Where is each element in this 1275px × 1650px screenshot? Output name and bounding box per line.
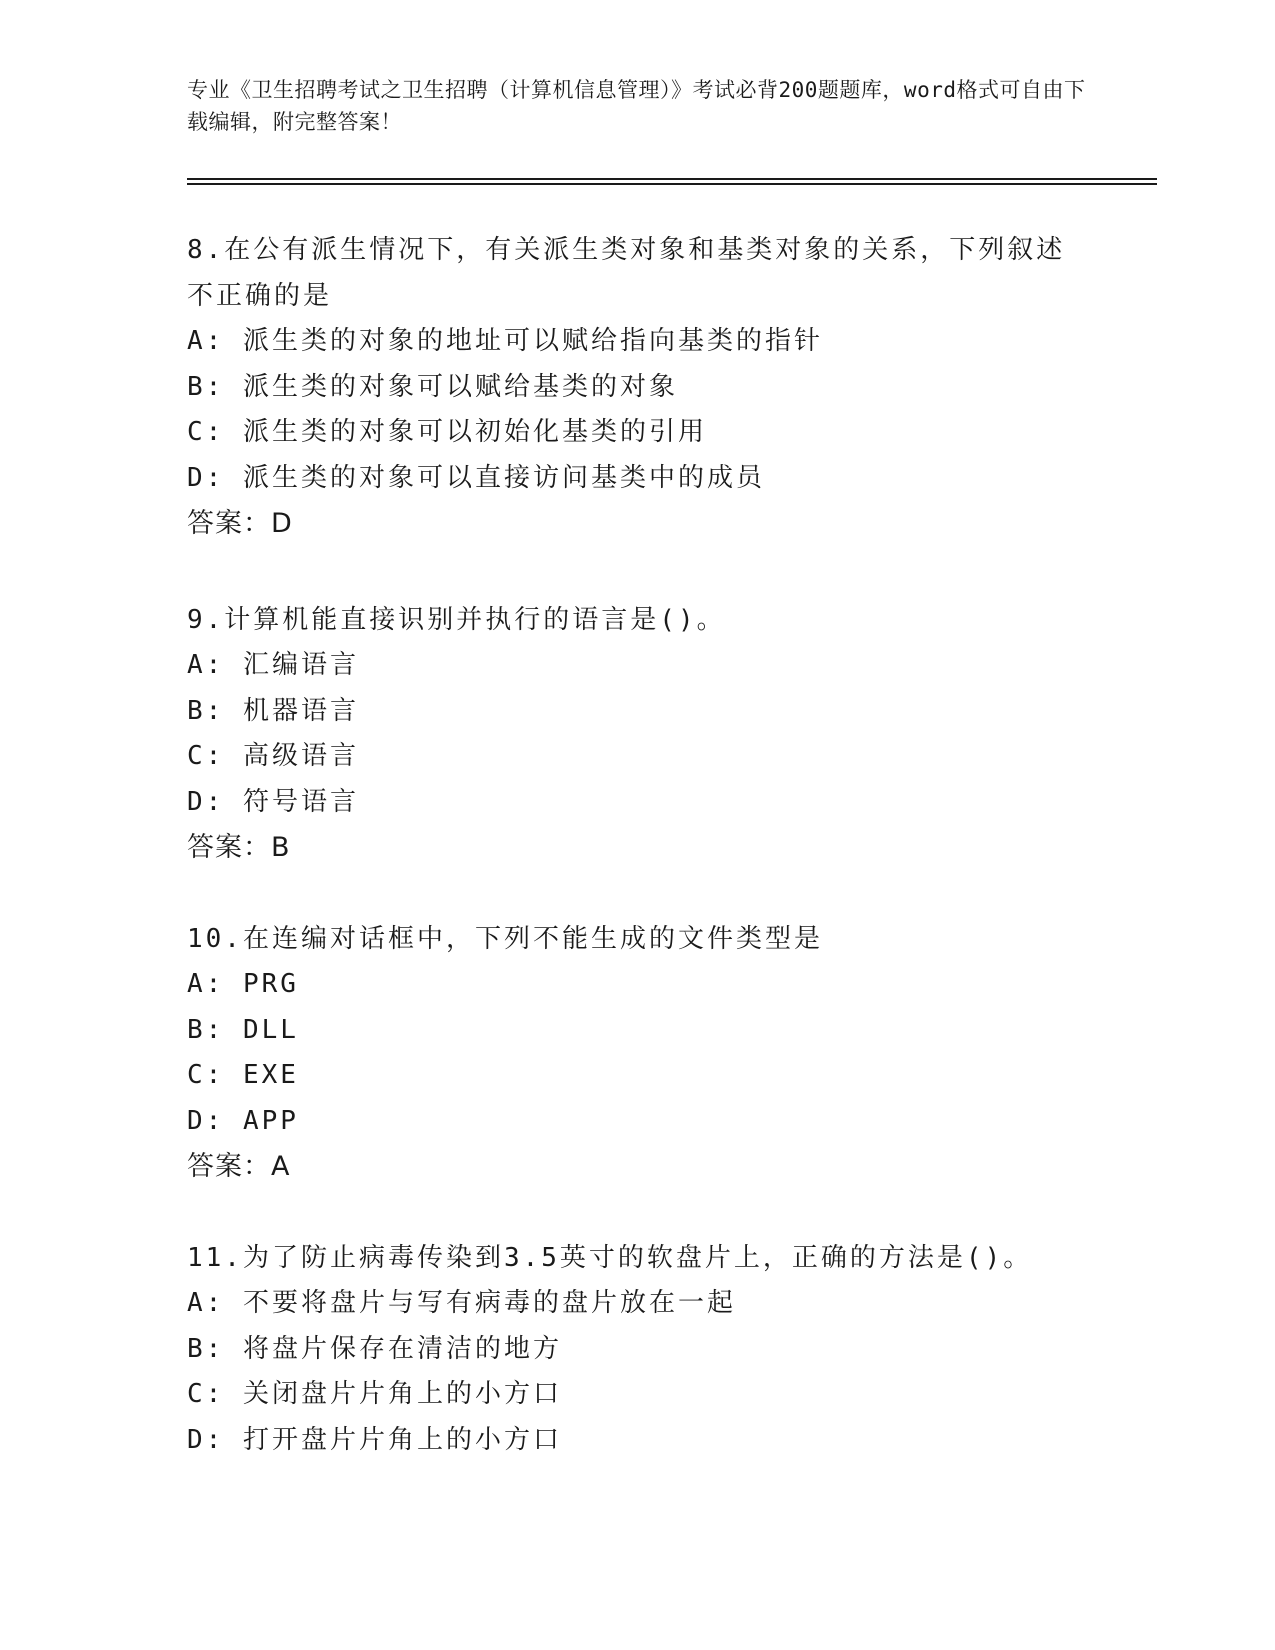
document-header: 专业《卫生招聘考试之卫生招聘（计算机信息管理）》考试必背200题题库，word格式可自由下载编辑，附完整答案！	[187, 78, 1086, 134]
question-title: 8.在公有派生情况下，有关派生类对象和基类对象的关系，下列叙述不正确的是	[187, 235, 1066, 311]
option-a: A: 汇编语言	[187, 650, 359, 680]
option-d: D: APP	[187, 1105, 299, 1136]
question-title: 10.在连编对话框中，下列不能生成的文件类型是	[187, 924, 823, 954]
option-b: B: 派生类的对象可以赋给基类的对象	[187, 371, 678, 402]
header-divider-bottom	[187, 183, 1157, 185]
option-d: D: 派生类的对象可以直接访问基类中的成员	[187, 462, 765, 493]
option-a: A: 不要将盘片与写有病毒的盘片放在一起	[187, 1288, 736, 1318]
question-block	[187, 597, 1087, 871]
question-block	[187, 916, 1087, 1190]
option-a: A: 派生类的对象的地址可以赋给指向基类的指针	[187, 326, 823, 356]
option-b: B: DLL	[187, 1014, 299, 1045]
question-block	[187, 1235, 1087, 1463]
option-d: D: 打开盘片片角上的小方口	[187, 1424, 562, 1455]
option-b: B: 将盘片保存在清洁的地方	[187, 1333, 562, 1364]
option-c: C: EXE	[187, 1060, 299, 1090]
question-block	[187, 227, 1087, 547]
question-title: 11.为了防止病毒传染到3.5英寸的软盘片上，正确的方法是()。	[187, 1243, 1033, 1273]
answer-label: 答案：B	[187, 832, 291, 863]
option-d: D: 符号语言	[187, 786, 359, 817]
option-c: C: 高级语言	[187, 741, 359, 771]
answer-label: 答案：D	[187, 508, 293, 539]
question-title: 9.计算机能直接识别并执行的语言是()。	[187, 605, 726, 635]
option-c: C: 关闭盘片片角上的小方口	[187, 1379, 562, 1409]
option-b: B: 机器语言	[187, 695, 359, 726]
header-divider-top	[187, 178, 1157, 180]
answer-label: 答案：A	[187, 1151, 291, 1182]
option-c: C: 派生类的对象可以初始化基类的引用	[187, 417, 707, 447]
option-a: A: PRG	[187, 969, 299, 999]
